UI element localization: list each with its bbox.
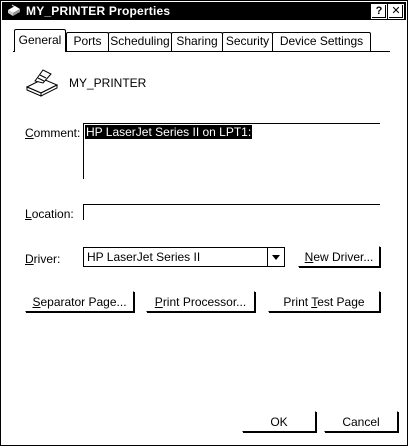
tab-device-settings[interactable]: Device Settings (272, 32, 371, 52)
ok-button[interactable]: OK (242, 411, 316, 432)
printer-icon (25, 69, 59, 97)
print-test-page-label-b: est Page (317, 295, 365, 309)
comment-field[interactable] (83, 123, 380, 179)
comment-label-rest: omment: (33, 126, 81, 140)
dropdown-arrow-button[interactable] (267, 248, 284, 266)
tab-panel-top-border (13, 51, 390, 52)
tab-ports[interactable]: Ports (66, 32, 109, 52)
tab-general[interactable]: General (14, 29, 66, 52)
print-processor-button[interactable]: Print Processor... (146, 291, 255, 312)
location-field[interactable] (83, 204, 380, 220)
driver-dropdown[interactable] (83, 247, 285, 267)
close-button[interactable]: ✕ (388, 4, 404, 19)
print-processor-label: rint Processor... (162, 295, 247, 309)
printer-title-icon (6, 4, 22, 18)
title-bar[interactable] (2, 2, 406, 20)
driver-label-rest: river: (33, 252, 61, 266)
separator-page-label: eparator Page... (40, 295, 127, 309)
new-driver-button[interactable]: New Driver... (298, 246, 380, 267)
driver-selected-value: HP LaserJet Series II (87, 250, 201, 264)
cancel-button[interactable]: Cancel (324, 411, 398, 432)
tab-scheduling[interactable]: Scheduling (108, 32, 172, 52)
comment-label: Comment: (25, 126, 81, 140)
print-test-page-label-a: Print (283, 295, 312, 309)
location-label-rest: ocation: (31, 207, 74, 221)
help-button[interactable]: ? (371, 4, 387, 19)
comment-text-selected: HP LaserJet Series II on LPT1: (86, 125, 252, 139)
tab-sharing[interactable]: Sharing (171, 32, 223, 52)
driver-label: Driver: (25, 252, 61, 266)
separator-page-button[interactable]: Separator Page... (25, 291, 134, 312)
tab-strip (14, 29, 404, 51)
print-test-page-button[interactable]: Print Test Page (268, 291, 380, 312)
chevron-down-icon (272, 255, 280, 260)
window-title: MY_PRINTER Properties (26, 4, 171, 18)
location-label: Location: (25, 207, 74, 221)
new-driver-label: ew Driver... (313, 250, 374, 264)
tab-security[interactable]: Security (222, 32, 273, 52)
printer-name: MY_PRINTER (69, 76, 147, 90)
